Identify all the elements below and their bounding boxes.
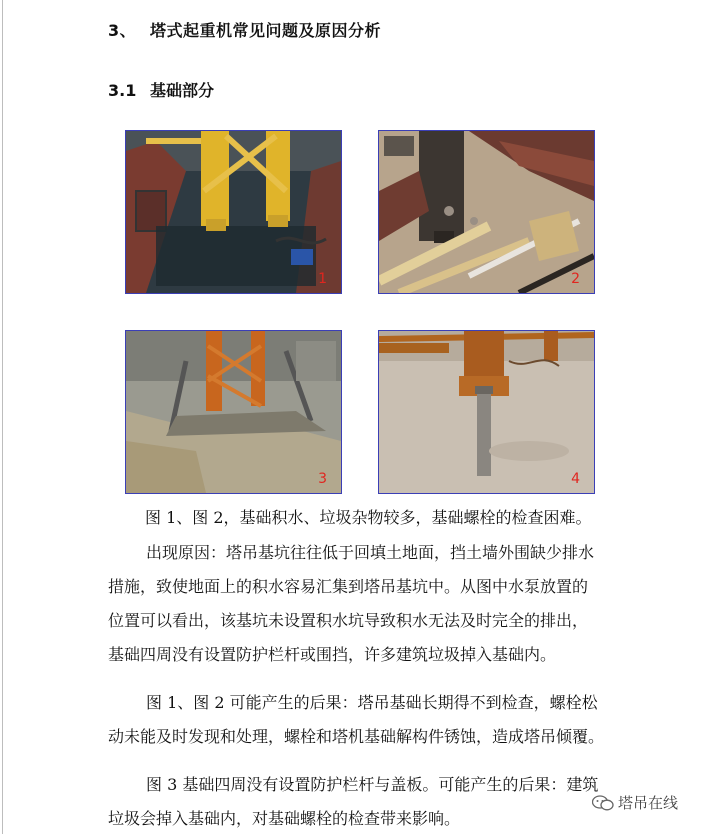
paragraph-line: 垃圾会掉入基础内，对基础螺栓的检查带来影响。 [108, 809, 461, 828]
section-title: 塔式起重机常见问题及原因分析 [150, 21, 382, 40]
photo-1-image [126, 131, 341, 293]
photo-2-image [379, 131, 594, 293]
paragraph-line: 出现原因：塔吊基坑往往低于回填土地面，挡土墙外围缺少排水 [146, 543, 595, 562]
watermark-text: 塔吊在线 [618, 794, 679, 812]
paragraph-line: 动未能及时发现和处理，螺栓和塔机基础解构件锈蚀，造成塔吊倾覆。 [108, 727, 605, 746]
page-left-rule [2, 0, 3, 834]
wechat-icon [592, 795, 614, 811]
subsection-number: 3.1 [108, 81, 137, 100]
section-heading [108, 18, 381, 41]
photo-anchor-bolt [378, 330, 595, 494]
paragraph-cause [108, 536, 608, 672]
subsection-title: 基础部分 [150, 81, 215, 100]
photo-flooded-foundation [125, 130, 342, 294]
paragraph-line: 位置可以看出，该基坑未设置积水坑导致积水无法及时完全的排出， [108, 611, 589, 630]
paragraph-consequence [108, 686, 608, 754]
paragraph-line: 基础四周没有设置防护栏杆或围挡，许多建筑垃圾掉入基础内。 [108, 645, 557, 664]
subsection-heading [108, 78, 214, 101]
photo-3-label: 3 [318, 471, 327, 487]
paragraph-figure3 [108, 768, 608, 836]
paragraph-line: 图 1、图 2 可能产生的后果：塔吊基础长期得不到检查，螺栓松 [146, 693, 598, 712]
photo-debris-bolts [378, 130, 595, 294]
paragraph-line: 措施，致使地面上的积水容易汇集到塔吊基坑中。从图中水泵放置的 [108, 577, 589, 596]
section-number: 3、 [108, 21, 137, 40]
photo-4-label: 4 [571, 471, 580, 487]
figure-caption: 图 1、图 2，基础积水、垃圾杂物较多，基础螺栓的检查困难。 [145, 508, 592, 527]
photo-1-label: 1 [318, 271, 327, 287]
photo-4-image [379, 331, 594, 493]
photo-unprotected-foundation [125, 330, 342, 494]
watermark [592, 792, 678, 813]
paragraph-line: 图 3 基础四周没有设置防护栏杆与盖板。可能产生的后果：建筑 [146, 775, 599, 794]
photo-2-label: 2 [571, 271, 580, 287]
photo-3-image [126, 331, 341, 493]
